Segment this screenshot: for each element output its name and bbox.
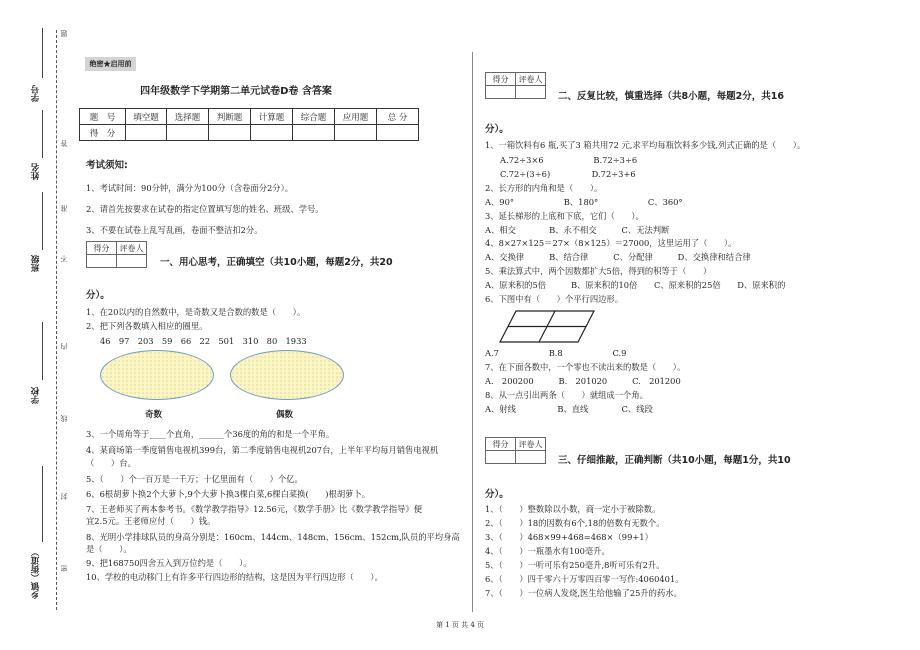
scorer-label: 评卷人 bbox=[117, 242, 147, 255]
margin-label-school: 学校 bbox=[31, 387, 41, 404]
margin-dot-text: 不 bbox=[60, 255, 68, 262]
scorer-cell[interactable] bbox=[486, 86, 516, 99]
margin-dot-text: 内 bbox=[60, 343, 68, 350]
s2-line: A.7 B.8 C.9 bbox=[485, 348, 627, 358]
section3-title-cont: 分）。 bbox=[485, 489, 509, 500]
margin-underline bbox=[42, 466, 43, 542]
scorer-label: 得分 bbox=[486, 438, 516, 451]
odd-label: 奇数 bbox=[145, 410, 163, 420]
margin-underline bbox=[42, 192, 43, 250]
scorer-box bbox=[86, 241, 147, 268]
s2-line: 7、在下面各数中，一个零也不读出来的数是（ ）。 bbox=[485, 362, 686, 372]
s2-line: A、相交 B、永不相交 C、无法判断 bbox=[485, 225, 670, 235]
table-cell[interactable] bbox=[251, 125, 293, 141]
table-cell: 综合题 bbox=[293, 109, 335, 125]
question-1: 1、在20以内的自然数中，是奇数又是合数的数是（ ）。 bbox=[86, 307, 306, 317]
column-divider bbox=[472, 52, 473, 612]
margin-dot-text: 密 bbox=[60, 565, 68, 572]
binding-dashed-line bbox=[56, 30, 57, 610]
section2-title: 二、反复比较，慎重选择（共8小题，每题2分，共16 bbox=[558, 91, 784, 102]
s2-line: A、射线 B、直线 C、线段 bbox=[485, 404, 653, 414]
scorer-cell[interactable] bbox=[87, 255, 117, 268]
table-cell: 得 分 bbox=[80, 125, 126, 141]
table-cell[interactable] bbox=[209, 125, 251, 141]
table-cell: 选择题 bbox=[167, 109, 209, 125]
odd-number-circle[interactable] bbox=[100, 350, 214, 400]
table-cell: 填空题 bbox=[126, 109, 167, 125]
scorer-label: 评卷人 bbox=[516, 438, 546, 451]
page-footer: 第 1 页 共 4 页 bbox=[435, 621, 485, 629]
question-8: 8、光明小学排球队员的身高分别是：160cm、144cm、148cm、156cm、152cm,队员的平均身高 bbox=[86, 532, 460, 542]
s3-line: 2、（ ）18的因数有6个,18的倍数有无数个。 bbox=[485, 518, 665, 528]
table-cell[interactable] bbox=[126, 125, 167, 141]
question-3: 3、一个周角等于____个直角，______个36度的角的和是一个平角。 bbox=[86, 429, 335, 439]
scorer-box bbox=[485, 437, 546, 464]
notice-item: 3、不要在试卷上乱写乱画，卷面不整洁扣2分。 bbox=[86, 225, 263, 235]
scorer-label: 得分 bbox=[87, 242, 117, 255]
table-row bbox=[80, 125, 419, 141]
question-9: 9、把168750四舍五入到万位约是（ ）。 bbox=[86, 558, 252, 568]
s2-line: 5、乘法算式中，两个因数都扩大5倍，得到的积等于（ ） bbox=[485, 266, 712, 276]
scorer-box bbox=[485, 72, 546, 99]
s2-line: C.72÷(3÷6) D.72÷3+6 bbox=[500, 169, 636, 179]
table-cell[interactable] bbox=[335, 125, 377, 141]
scorer-label: 得分 bbox=[486, 73, 516, 86]
s2-line: A、原来积的5倍 B、原来积的10倍 C、原来积的25倍 D、原来积的 bbox=[485, 280, 786, 290]
question-4-cont: （ ）台。 bbox=[86, 458, 136, 468]
score-table bbox=[79, 108, 419, 141]
s2-line: 1、一箱饮料有6 瓶,买了3 箱共用72 元,求平均每瓶饮料多少钱,列式正确的是（ ）。 bbox=[485, 140, 806, 150]
table-cell: 应用题 bbox=[335, 109, 377, 125]
secret-badge: 绝密★启用前 bbox=[85, 57, 136, 71]
margin-dot-text: 准 bbox=[60, 205, 68, 212]
notice-item: 1、考试时间：90分钟，满分为100分（含卷面分2分）。 bbox=[86, 183, 294, 193]
margin-dot-text: 封 bbox=[60, 493, 68, 500]
notice-title: 考试须知: bbox=[86, 160, 128, 171]
table-row bbox=[80, 109, 419, 125]
question-2: 2、把下列各数填入相应的圈里。 bbox=[86, 321, 208, 331]
margin-dot-text: 题 bbox=[60, 30, 68, 37]
s2-line: 3、延长梯形的上底和下底，它们（ ）。 bbox=[485, 211, 644, 221]
margin-dot-text: 线 bbox=[60, 415, 68, 422]
scorer-cell[interactable] bbox=[516, 451, 546, 464]
table-cell: 判断题 bbox=[209, 109, 251, 125]
margin-label-class: 班级 bbox=[31, 255, 41, 272]
section2-title-cont: 分）。 bbox=[485, 124, 509, 135]
question-8-cont: 是（ ）。 bbox=[86, 544, 132, 554]
section1-title: 一、用心思考，正确填空（共10小题，每题2分，共20 bbox=[160, 257, 393, 268]
margin-underline bbox=[42, 28, 43, 78]
s2-line: 2、长方形的内角和是（ ）。 bbox=[485, 183, 603, 193]
even-number-circle[interactable] bbox=[230, 350, 344, 400]
table-cell[interactable] bbox=[293, 125, 335, 141]
table-cell[interactable] bbox=[167, 125, 209, 141]
question-7: 7、王老师买了两本参考书。《数学教学指导》12.56元，《数学手册》比《数学教学指导》便 bbox=[86, 504, 423, 514]
margin-underline bbox=[42, 110, 43, 158]
s2-line: A.72÷3×6 B.72÷3÷6 bbox=[500, 155, 638, 165]
section3-title: 三、仔细推敲，正确判断（共10小题，每题1分，共10 bbox=[558, 455, 791, 466]
s2-line: A、交换律 B、结合律 C、分配律 D、交换律和结合律 bbox=[485, 252, 751, 262]
parallelogram-figure bbox=[498, 310, 598, 344]
scorer-cell[interactable] bbox=[516, 86, 546, 99]
s2-line: 4、8×27×125＝27×（8×125）＝27000，这里运用了（ ）。 bbox=[485, 238, 737, 248]
table-cell: 题 号 bbox=[80, 109, 126, 125]
margin-label-student-id: 学号 bbox=[31, 85, 41, 102]
s3-line: 4、（ ）一瓶墨水有100毫升。 bbox=[485, 546, 610, 556]
s2-line: 8、从一点引出两条（ ）就组成一个角。 bbox=[485, 390, 648, 400]
question-7-cont: 宜2.5元。王老师应付（ ）钱。 bbox=[86, 516, 216, 526]
s3-line: 5、（ ）一听可乐有250毫升,8听可乐有2升。 bbox=[485, 560, 665, 570]
question-10: 10、学校的电动移门上有许多平行四边形的结构，这是因为平行四边形（ ）。 bbox=[86, 572, 383, 582]
section1-title-cont: 分）。 bbox=[86, 290, 110, 301]
page-title: 四年级数学下学期第二单元试卷D卷 含答案 bbox=[140, 86, 332, 97]
s3-line: 1、（ ）整数除以小数，商一定小于被除数。 bbox=[485, 504, 661, 514]
margin-dot-text: 答 bbox=[60, 140, 68, 147]
s2-line: A、90° B、180° C、360° bbox=[485, 197, 683, 207]
margin-label-township: 乡镇（街道） bbox=[31, 548, 41, 599]
table-cell[interactable] bbox=[377, 125, 419, 141]
s2-line: 6、下图中有（ ）个平行四边形。 bbox=[485, 294, 624, 304]
margin-underline bbox=[42, 322, 43, 380]
s3-line: 6、（ ）四千零六十万零四百零一写作:4060401。 bbox=[485, 574, 684, 584]
even-label: 偶数 bbox=[276, 410, 294, 420]
notice-item: 2、请首先按要求在试卷的指定位置填写您的姓名、班级、学号。 bbox=[86, 204, 324, 214]
margin-label-name: 姓名 bbox=[31, 163, 41, 180]
number-list: 46 97 203 59 66 22 501 310 80 1933 bbox=[100, 336, 307, 346]
question-4: 4、某商场第一季度销售电视机399台，第二季度销售电视机207台，上半年平均每月销售电视机 bbox=[86, 445, 439, 455]
table-cell: 计算题 bbox=[251, 109, 293, 125]
question-6: 6、6根胡萝卜换2个大萝卜,9个大萝卜换3棵白菜,6棵白菜换( )根胡萝卜。 bbox=[86, 489, 371, 499]
question-5: 5、（ ）个一百万是一千万；十亿里面有（ ）个亿。 bbox=[86, 474, 303, 484]
scorer-cell[interactable] bbox=[117, 255, 147, 268]
s3-line: 3、（ ）468×99+468=468×（99+1） bbox=[485, 532, 653, 542]
s2-line: A. 200200 B. 201020 C. 201200 bbox=[485, 376, 681, 386]
scorer-cell[interactable] bbox=[486, 451, 516, 464]
table-cell: 总 分 bbox=[377, 109, 419, 125]
scorer-label: 评卷人 bbox=[516, 73, 546, 86]
s3-line: 7、（ ）一位病人发烧,医生给他输了25升的药水。 bbox=[485, 588, 682, 598]
